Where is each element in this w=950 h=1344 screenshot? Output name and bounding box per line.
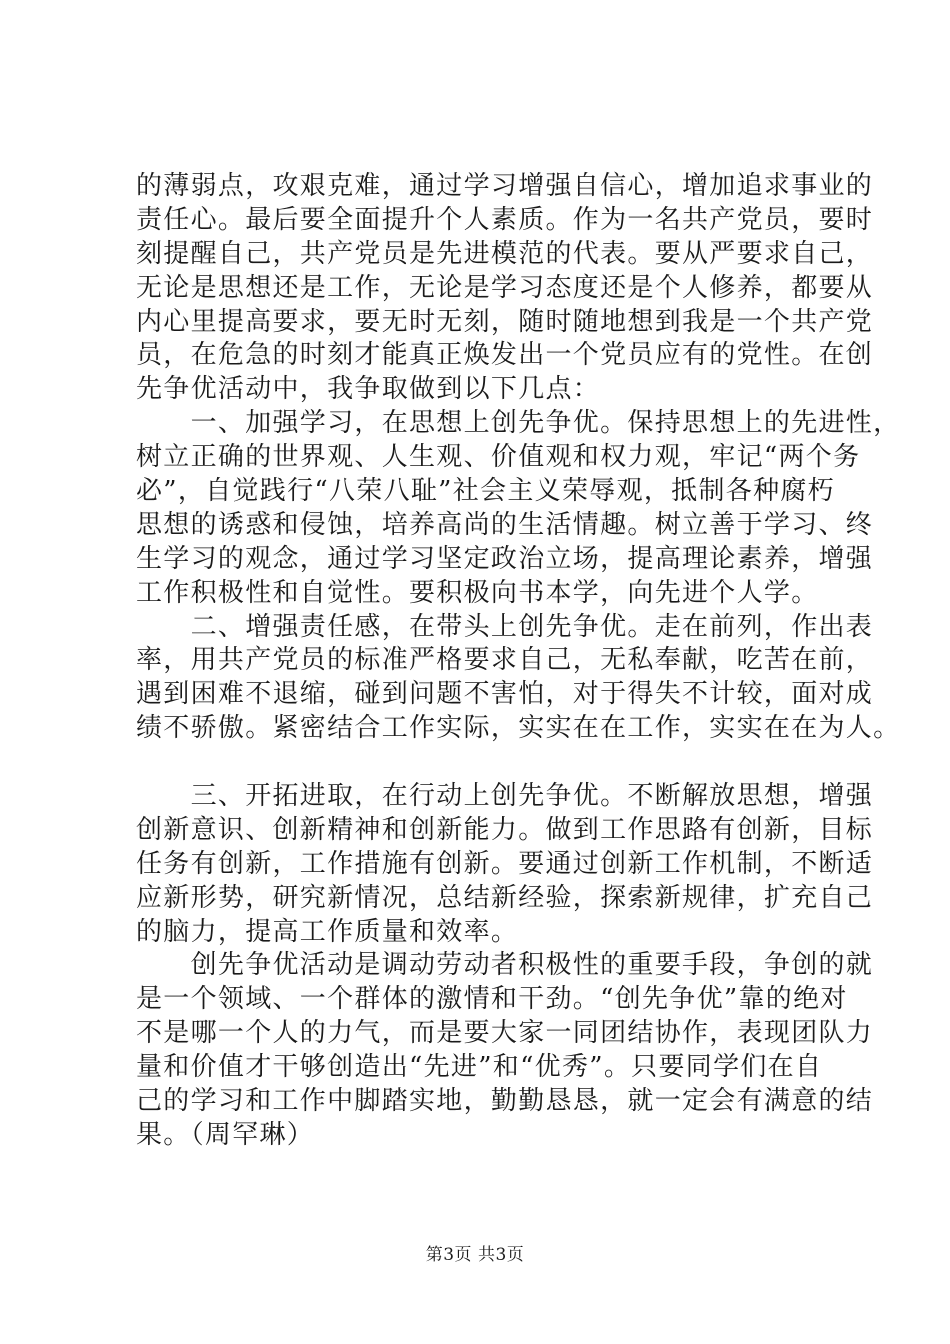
text-line: 量和价值才干够创造出“先进”和“优秀”。只要同学们在自 [136, 1052, 823, 1083]
text-line: 果。（周罕琳） [136, 1119, 315, 1150]
text-line: 的薄弱点，攻艰克难，通过学习增强自信心，增加追求事业的 [136, 171, 874, 201]
text-line: 绩不骄傲。紧密结合工作实际，实实在在工作，实实在在为人。 [136, 713, 901, 744]
text-line: 必”，自觉践行“八荣八耻”社会主义荣辱观，抵制各种腐朽 [136, 476, 835, 507]
page-number: 第3页 共3页 [425, 1245, 525, 1265]
text-line: 创新意识、创新精神和创新能力。做到工作思路有创新，目标 [136, 814, 874, 845]
body-text [136, 170, 901, 1153]
text-line: 先争优活动中，我争取做到以下几点： [136, 374, 601, 405]
text-line: 工作积极性和自觉性。要积极向书本学，向先进个人学。 [136, 577, 819, 608]
text-line: 遇到困难不退缩，碰到问题不害怕，对于得失不计较，面对成 [136, 679, 874, 710]
text-line: 刻提醒自己，共产党员是先进模范的代表。要从严要求自己， [136, 238, 874, 269]
text-line: 思想的诱惑和侵蚀，培养高尚的生活情趣。树立善于学习、终 [136, 509, 874, 540]
text-line: 责任心。最后要全面提升个人素质。作为一名共产党员，要时 [136, 204, 874, 235]
text-line: 无论是思想还是工作，无论是学习态度还是个人修养，都要从 [136, 272, 874, 303]
text-line: 的脑力，提高工作质量和效率。 [136, 916, 519, 947]
text-line: 是一个领域、一个群体的激情和干劲。“创先争优”靠的绝对 [136, 984, 848, 1015]
text-line: 创先争优活动是调动劳动者积极性的重要手段，争创的就 [136, 950, 874, 981]
page-footer [0, 1240, 950, 1265]
text-line: 生学习的观念，通过学习坚定政治立场，提高理论素养，增强 [136, 543, 874, 574]
text-line: 率，用共产党员的标准严格要求自己，无私奉献，吃苦在前， [136, 645, 874, 676]
text-line: 三、开拓进取，在行动上创先争优。不断解放思想，增强 [136, 781, 874, 812]
text-line: 不是哪一个人的力气，而是要大家一同团结协作，表现团队力 [136, 1018, 874, 1049]
text-line: 员，在危急的时刻才能真正焕发出一个党员应有的党性。在创 [136, 340, 874, 371]
text-line: 树立正确的世界观、人生观、价值观和权力观，牢记“两个务 [136, 442, 861, 473]
blank-line [136, 746, 836, 780]
text-line: 应新形势，研究新情况，总结新经验，探索新规律，扩充自己 [136, 882, 874, 913]
text-line: 二、增强责任感，在带头上创先争优。走在前列，作出表 [136, 611, 874, 642]
text-line: 内心里提高要求，要无时无刻，随时随地想到我是一个共产党 [136, 306, 874, 337]
text-line: 己的学习和工作中脚踏实地，勤勤恳恳，就一定会有满意的结 [136, 1086, 874, 1117]
text-line: 一、加强学习，在思想上创先争优。保持思想上的先进性， [136, 408, 901, 439]
text-line: 任务有创新，工作措施有创新。要通过创新工作机制，不断适 [136, 848, 874, 879]
